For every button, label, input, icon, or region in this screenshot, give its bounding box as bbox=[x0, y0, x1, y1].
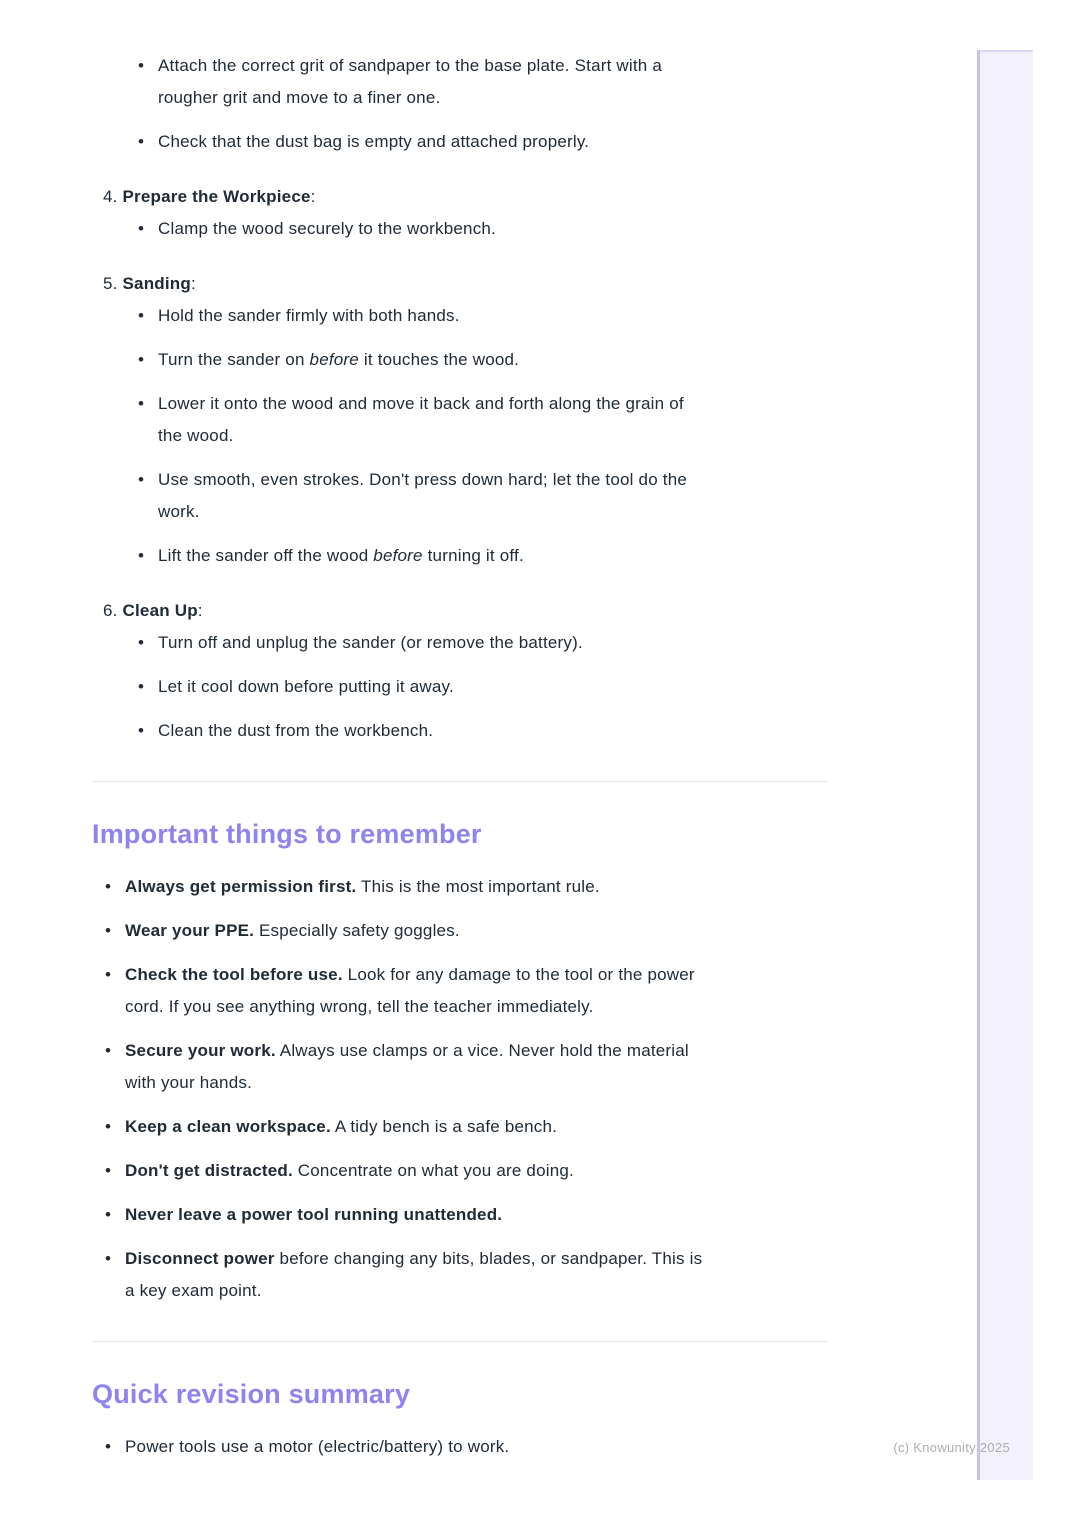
section-heading: Important things to remember bbox=[92, 819, 482, 849]
text-segment: Never leave a power tool running unattended. bbox=[125, 1205, 503, 1224]
bullet-item bbox=[92, 1035, 828, 1099]
step-colon: : bbox=[310, 187, 316, 206]
text-segment: the wood. bbox=[158, 426, 234, 445]
bullet-line bbox=[158, 50, 828, 82]
bullet-line bbox=[125, 1199, 828, 1231]
bullet-line bbox=[125, 871, 828, 903]
bullet-item bbox=[92, 388, 828, 452]
bullet-line bbox=[158, 540, 828, 572]
step-title: Prepare the Workpiece bbox=[122, 187, 311, 206]
bullet-line bbox=[158, 300, 828, 332]
bullet-item bbox=[92, 344, 828, 376]
bullet-item bbox=[92, 627, 828, 659]
text-segment: Always get permission first. bbox=[125, 877, 357, 896]
text-segment: Clamp the wood securely to the workbench. bbox=[158, 219, 496, 238]
text-segment: Turn the sander on bbox=[158, 350, 310, 369]
section-divider bbox=[92, 781, 828, 782]
text-segment: before bbox=[373, 546, 423, 565]
bullet-line bbox=[158, 715, 828, 747]
bullet-item bbox=[92, 464, 828, 528]
text-segment: Concentrate on what you are doing. bbox=[292, 1161, 574, 1180]
text-segment: Check the tool before use. bbox=[125, 965, 343, 984]
text-segment: This is the most important rule. bbox=[356, 877, 600, 896]
text-segment: with your hands. bbox=[125, 1073, 252, 1092]
bullet-line bbox=[125, 991, 828, 1023]
bullet-line bbox=[158, 213, 828, 245]
bullet-item bbox=[92, 213, 828, 245]
bullet-line bbox=[125, 1035, 828, 1067]
text-segment: Lift the sander off the wood bbox=[158, 546, 374, 565]
text-segment: a key exam point. bbox=[125, 1281, 262, 1300]
bullet-line bbox=[158, 344, 828, 376]
text-segment: turning it off. bbox=[422, 546, 524, 565]
bullet-list bbox=[92, 50, 828, 170]
bullet-line bbox=[125, 1243, 828, 1275]
text-segment: Keep a clean workspace. bbox=[125, 1117, 331, 1136]
section-divider bbox=[92, 1341, 828, 1342]
text-segment: Let it cool down before putting it away. bbox=[158, 677, 454, 696]
step-number: 4. bbox=[103, 187, 123, 206]
step-heading bbox=[92, 268, 828, 300]
text-segment: Hold the sander firmly with both hands. bbox=[158, 306, 460, 325]
bullet-line bbox=[158, 388, 828, 420]
bullet-item bbox=[92, 126, 828, 158]
bullet-item bbox=[92, 1199, 828, 1231]
step-title: Sanding bbox=[122, 274, 191, 293]
text-segment: Look for any damage to the tool or the power bbox=[342, 965, 695, 984]
bullet-line bbox=[158, 464, 828, 496]
bullet-item bbox=[92, 1431, 828, 1463]
document-content bbox=[92, 50, 828, 1475]
text-segment: Especially safety goggles. bbox=[254, 921, 460, 940]
section-heading: Quick revision summary bbox=[92, 1379, 411, 1409]
text-segment: Disconnect power bbox=[125, 1249, 275, 1268]
text-segment: Secure your work. bbox=[125, 1041, 276, 1060]
bullet-item bbox=[92, 715, 828, 747]
text-segment: Use smooth, even strokes. Don't press down hard; let the tool do the bbox=[158, 470, 688, 489]
bullet-line bbox=[158, 126, 828, 158]
text-segment: Always use clamps or a vice. Never hold the material bbox=[275, 1041, 689, 1060]
text-segment: Check that the dust bag is empty and attached properly. bbox=[158, 132, 590, 151]
text-segment: Wear your PPE. bbox=[125, 921, 255, 940]
bullet-line bbox=[125, 959, 828, 991]
text-segment: Don't get distracted. bbox=[125, 1161, 293, 1180]
text-segment: Attach the correct grit of sandpaper to the base plate. Start with a bbox=[158, 56, 663, 75]
bullet-line bbox=[125, 915, 828, 947]
text-segment: Power tools use a motor (electric/battery) to work. bbox=[125, 1437, 510, 1456]
bullet-item bbox=[92, 300, 828, 332]
text-segment: it touches the wood. bbox=[358, 350, 520, 369]
bullet-item bbox=[92, 1243, 828, 1307]
bullet-item bbox=[92, 1155, 828, 1187]
step-heading bbox=[92, 181, 828, 213]
bullet-item bbox=[92, 959, 828, 1023]
step-colon: : bbox=[190, 274, 196, 293]
bullet-item bbox=[92, 671, 828, 703]
bullet-item bbox=[92, 871, 828, 903]
text-segment: before bbox=[309, 350, 359, 369]
text-segment: cord. If you see anything wrong, tell the teacher immediately. bbox=[125, 997, 594, 1016]
bullet-line bbox=[158, 671, 828, 703]
text-segment: rougher grit and move to a finer one. bbox=[158, 88, 441, 107]
text-segment: before changing any bits, blades, or sandpaper. This is bbox=[274, 1249, 703, 1268]
step-number: 5. bbox=[103, 274, 123, 293]
text-segment: Turn off and unplug the sander (or remove the battery). bbox=[158, 633, 583, 652]
bullet-item bbox=[92, 540, 828, 572]
bullet-list bbox=[92, 1431, 828, 1475]
bullet-line bbox=[158, 627, 828, 659]
bullet-list bbox=[92, 213, 828, 257]
bullet-line bbox=[125, 1111, 828, 1143]
step-heading bbox=[92, 595, 828, 627]
text-segment: Lower it onto the wood and move it back and forth along the grain of bbox=[158, 394, 684, 413]
copyright-text: (c) Knowunity 2025 bbox=[893, 1440, 1010, 1455]
bullet-line bbox=[125, 1067, 828, 1099]
step-number: 6. bbox=[103, 601, 123, 620]
bullet-item bbox=[92, 915, 828, 947]
text-segment: A tidy bench is a safe bench. bbox=[330, 1117, 558, 1136]
bullet-line bbox=[125, 1431, 828, 1463]
step-colon: : bbox=[197, 601, 203, 620]
bullet-line bbox=[125, 1155, 828, 1187]
bullet-item bbox=[92, 50, 828, 114]
bullet-line bbox=[158, 82, 828, 114]
text-segment: Clean the dust from the workbench. bbox=[158, 721, 434, 740]
bullet-list bbox=[92, 300, 828, 584]
bullet-line bbox=[125, 1275, 828, 1307]
bullet-list bbox=[92, 871, 828, 1319]
bullet-item bbox=[92, 1111, 828, 1143]
bullet-line bbox=[158, 420, 828, 452]
page-edge-strip bbox=[977, 50, 1033, 1480]
bullet-line bbox=[158, 496, 828, 528]
text-segment: work. bbox=[158, 502, 200, 521]
step-title: Clean Up bbox=[122, 601, 198, 620]
bullet-list bbox=[92, 627, 828, 759]
